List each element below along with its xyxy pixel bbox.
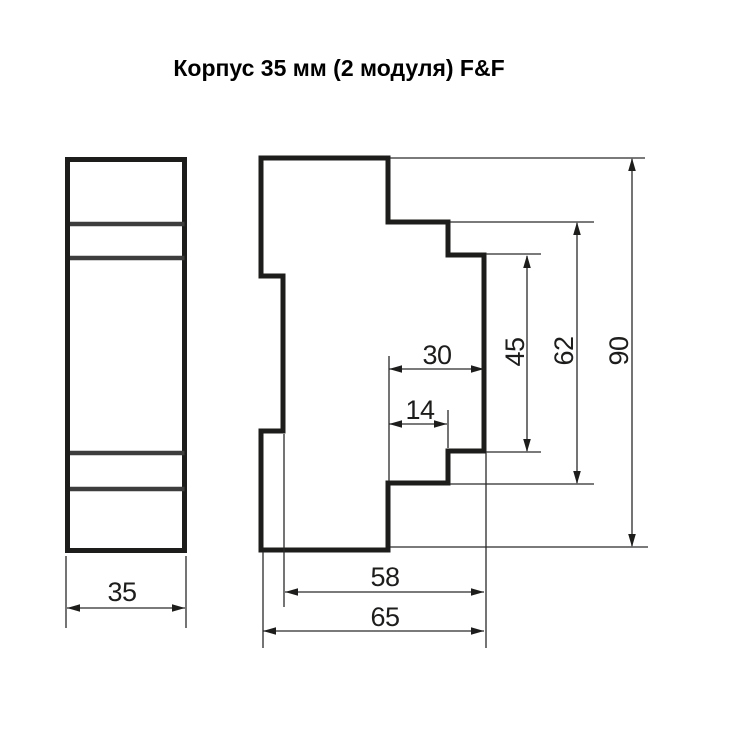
dimension-value-45: 45 [500, 337, 530, 367]
dimension-value-30: 30 [422, 340, 452, 370]
arrowhead-left [67, 604, 80, 612]
dimension-value-62: 62 [549, 336, 579, 366]
dimension-value-58: 58 [370, 562, 400, 592]
arrowhead-right [471, 588, 484, 596]
arrowhead-left [285, 588, 298, 596]
dimension-depth-58 [285, 562, 484, 596]
dimension-value-35: 35 [107, 577, 137, 607]
dimension-value-65: 65 [370, 602, 400, 632]
dimension-value-14: 14 [405, 395, 435, 425]
dimension-front-width [66, 556, 186, 628]
drawing-title: Корпус 35 мм (2 модуля) F&F [173, 55, 505, 81]
arrowhead-bottom [628, 534, 636, 547]
front-view-outline [68, 160, 185, 551]
arrowhead-bottom [573, 471, 581, 484]
dimension-value-90: 90 [604, 336, 634, 366]
arrowhead-right [172, 604, 185, 612]
dimension-height-62 [549, 222, 581, 484]
arrowhead-bottom [523, 439, 531, 452]
arrowhead-right [471, 627, 484, 635]
arrowhead-top [573, 222, 581, 235]
front-view [68, 160, 185, 551]
arrowhead-top [628, 158, 636, 171]
dimension-height-90 [604, 158, 636, 547]
arrowhead-left [263, 627, 276, 635]
dimension-height-45 [500, 255, 531, 452]
arrowhead-top [523, 255, 531, 268]
dimension-depth-65 [263, 602, 484, 635]
